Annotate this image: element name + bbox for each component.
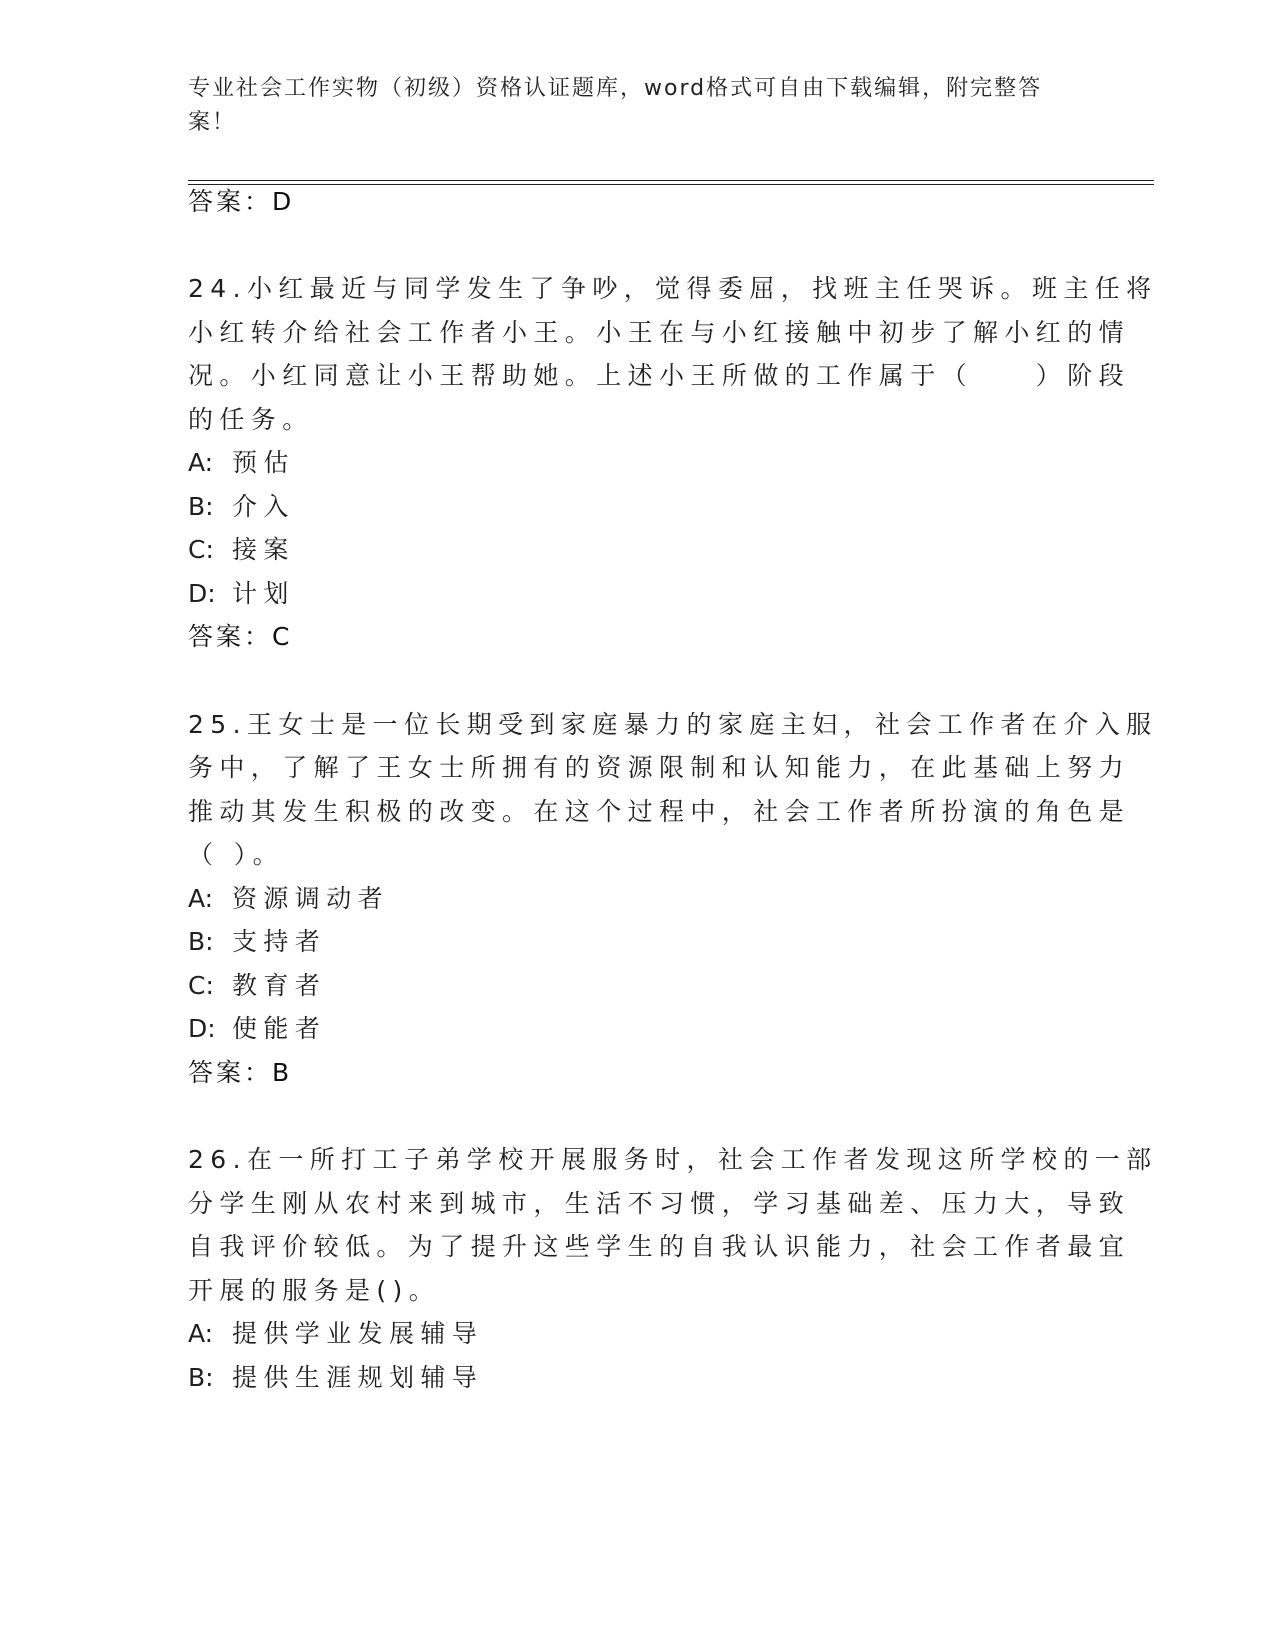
question-25-line-4: （ ）。 [188,840,285,869]
question-24-line-1: 24.小红最近与同学发生了争吵，觉得委屈，找班主任哭诉。班主任将 [188,274,1158,303]
question-24-line-4: 的任务。 [188,405,314,434]
question-26-line-1: 26.在一所打工子弟学校开展服务时，社会工作者发现这所学校的一部 [188,1145,1158,1174]
question-24-option-b [188,485,295,529]
option-letter: D: [188,1014,216,1043]
option-letter: B: [188,492,214,521]
question-25-option-a [188,877,389,921]
option-text: 计划 [232,579,295,608]
question-24-option-d [188,572,295,616]
question-25-option-b [188,920,326,964]
question-24-answer: 答案：C [188,622,293,651]
option-text: 资源调动者 [232,884,390,913]
option-text: 介入 [232,492,295,521]
question-24-line-2: 小红转介给社会工作者小王。小王在与小红接触中初步了解小红的情 [188,318,1131,347]
question-25-line-1: 25.王女士是一位长期受到家庭暴力的家庭主妇，社会工作者在介入服 [188,710,1158,739]
question-24-line-3: 况。小红同意让小王帮助她。上述小王所做的工作属于（ ）阶段 [188,361,1131,390]
option-letter: C: [188,971,214,1000]
document-header: 专业社会工作实物（初级）资格认证题库，word格式可自由下载编辑，附完整答案！ [188,76,1043,135]
question-25-option-d [188,1007,326,1051]
header-divider-second [188,184,1154,185]
question-25-line-3: 推动其发生积极的改变。在这个过程中，社会工作者所扮演的角色是 [188,797,1131,826]
question-26-line-2: 分学生刚从农村来到城市，生活不习惯，学习基础差、压力大，导致 [188,1189,1131,1218]
question-26-option-a [188,1312,483,1356]
question-26-line-3: 自我评价较低。为了提升这些学生的自我认识能力，社会工作者最宜 [188,1232,1131,1261]
question-25-option-c [188,964,326,1008]
option-text: 教育者 [232,971,327,1000]
option-text: 预估 [232,448,295,477]
option-text: 提供学业发展辅导 [232,1319,484,1348]
question-26-option-b [188,1356,483,1400]
option-letter: B: [188,927,214,956]
answer-previous: 答案：D [188,187,295,216]
option-letter: D: [188,579,216,608]
question-26-line-4: 开展的服务是()。 [188,1276,441,1305]
header-divider [188,180,1154,181]
question-25-answer: 答案：B [188,1058,293,1087]
option-letter: A: [188,1319,214,1348]
option-letter: A: [188,448,214,477]
option-text: 提供生涯规划辅导 [232,1363,484,1392]
option-text: 支持者 [232,927,327,956]
question-24-option-a [188,441,295,485]
question-24-option-c [188,528,295,572]
option-letter: A: [188,884,214,913]
option-text: 接案 [232,535,295,564]
option-letter: B: [188,1363,214,1392]
option-text: 使能者 [232,1014,327,1043]
question-25-line-2: 务中，了解了王女士所拥有的资源限制和认知能力，在此基础上努力 [188,753,1131,782]
option-letter: C: [188,535,214,564]
